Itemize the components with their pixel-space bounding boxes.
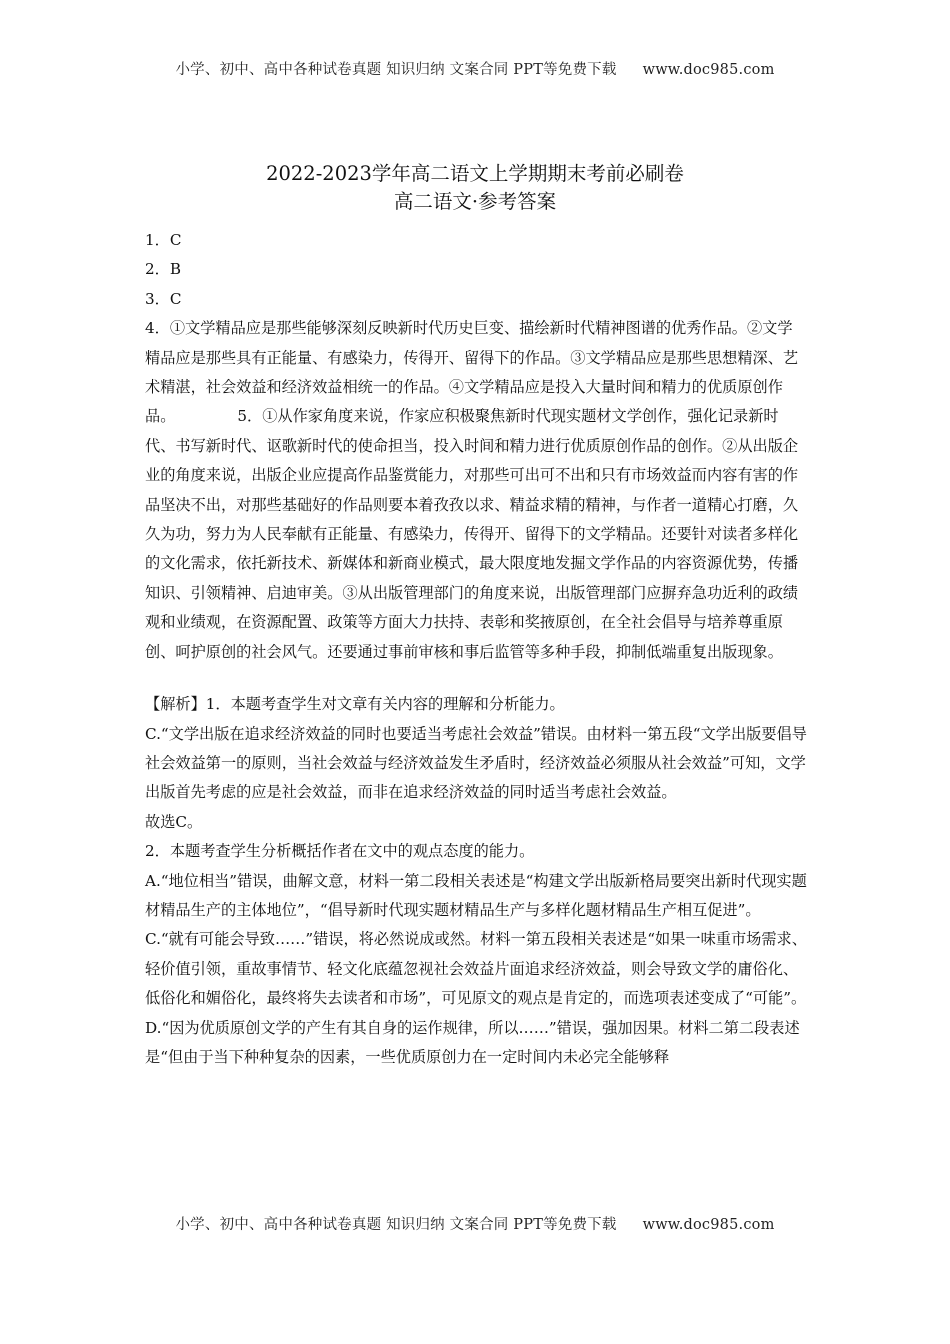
analysis-q2-option-a: A.“地位相当”错误，曲解文意，材料一第二段相关表述是“构建文学出版新格局要突出新时代现实题材精品生产的主体地位”，“倡导新时代现实题材精品生产与多样化题材精品生产相互促进”。 xyxy=(145,871,807,919)
analysis-intro: 【解析】1．本题考查学生对文章有关内容的理解和分析能力。 xyxy=(145,695,565,714)
title-block xyxy=(0,160,950,216)
analysis-q2-intro: 2．本题考查学生分析概括作者在文中的观点态度的能力。 xyxy=(145,842,535,861)
document-subtitle: 高二语文·参考答案 xyxy=(393,190,557,213)
answer-3: 3．C xyxy=(145,289,182,308)
document-body xyxy=(145,226,807,1072)
answer-1: 1．C xyxy=(145,231,182,249)
page-footer xyxy=(0,1213,950,1234)
analysis-q2-option-d: D.“因为优质原创文学的产生有其自身的运作规律，所以……”错误，强加因果。材料二第二段表述是“但由于当下种种复杂的因素，一些优质原创力在一定时间内未必完全能够释 xyxy=(145,1018,800,1066)
document-title: 2022-2023学年高二语文上学期期末考前必刷卷 xyxy=(266,162,684,185)
page-header xyxy=(0,58,950,79)
header-site-link[interactable]: www.doc985.com xyxy=(642,62,775,78)
header-text: 小学、初中、高中各种试卷真题 知识归纳 文案合同 PPT等免费下载 xyxy=(175,62,617,78)
analysis-q2-option-c: C.“就有可能会导致……”错误，将必然说成或然。材料一第五段相关表述是“如果一味重市场需求、轻价值引领，重故事情节、轻文化底蕴忽视社会效益片面追求经济效益，则会导致文学的庸俗化、低俗化和媚俗化，最终将失去读者和市场”，可见原文的观点是肯定的，而选项表述变成了“可能”。 xyxy=(145,930,807,1008)
answer-4-5 xyxy=(145,314,807,667)
answer-5: 5．①从作家角度来说，作家应积极聚焦新时代现实题材文学创作，强化记录新时代、书写新时代、讴歌新时代的使命担当，投入时间和精力进行优质原创作品的创作。②从出版企业的角度来说，出版企业应提高作品鉴赏能力，对那些可出可不出和只有市场效益而内容有害的作品坚决不出，对那些基础好的作品则要本着孜孜以求、精益求精的精神，与作者一道精心打磨，久久为功，努力为人民奉献有正能量、有感染力，传得开、留得下的文学精品。还要针对读者多样化的文化需求，依托新技术、新媒体和新商业模式，最大限度地发掘文学作品的内容资源优势，传播知识、引领精神、启迪审美。③从出版管理部门的角度来说，出版管理部门应摒弃急功近利的政绩观和业绩观，在资源配置、政策等方面大力扶持、表彰和奖掖原创，在全社会倡导与培养尊重原创、呵护原创的社会风气。还要通过事前审核和事后监管等多种手段，抑制低端重复出版现象。 xyxy=(145,407,799,661)
analysis-q1-option-c: C.“文学出版在追求经济效益的同时也要适当考虑社会效益”错误。由材料一第五段“文学出版要倡导社会效益第一的原则，当社会效益与经济效益发生矛盾时，经济效益必须服从社会效益”可知，文学出版首先考虑的应是社会效益，而非在追求经济效益的同时适当考虑社会效益。 xyxy=(145,724,807,802)
analysis-q1-conclusion: 故选C。 xyxy=(145,812,203,831)
answer-2: 2．B xyxy=(145,260,182,279)
footer-site-link[interactable]: www.doc985.com xyxy=(642,1217,775,1233)
footer-text: 小学、初中、高中各种试卷真题 知识归纳 文案合同 PPT等免费下载 xyxy=(175,1217,617,1233)
answer-4: 4．①文学精品应是那些能够深刻反映新时代历史巨变、描绘新时代精神图谱的优秀作品。②文学精品应是那些具有正能量、有感染力，传得开、留得下的作品。③文学精品应是那些思想精深、艺术精湛，社会效益和经济效益相统一的作品。④文学精品应是投入大量时间和精力的优质原创作品。 xyxy=(145,319,799,426)
